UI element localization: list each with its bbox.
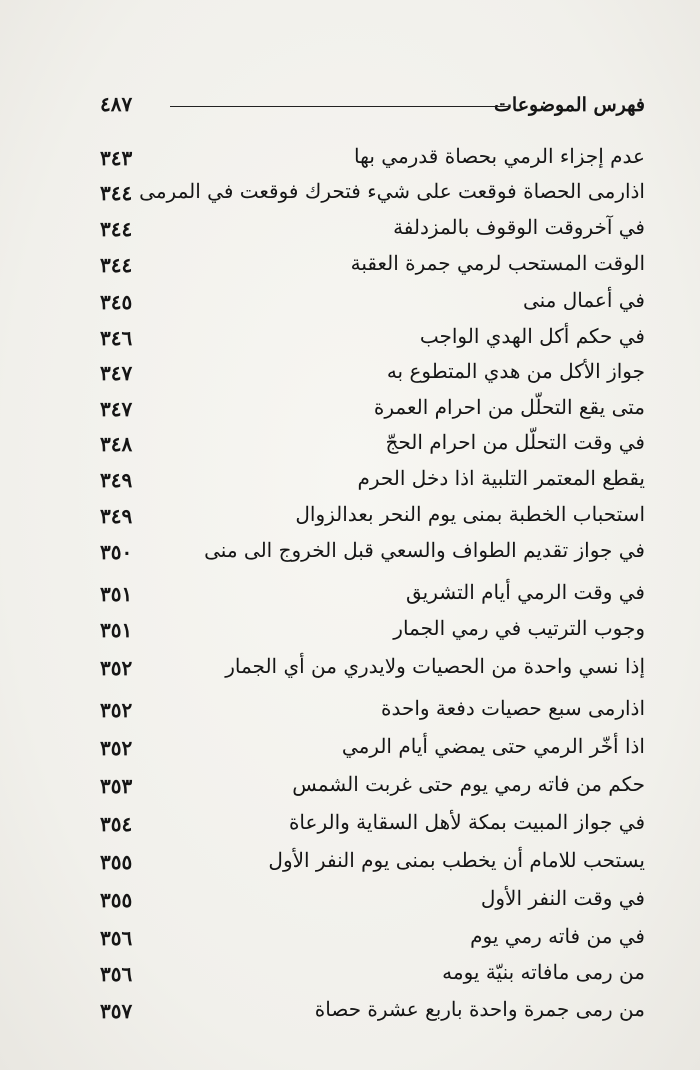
entry-page-number: ٣٥٦ <box>100 962 133 986</box>
entry-title: من رمى جمرة واحدة باربع عشرة حصاة <box>314 997 645 1021</box>
entry-title: حكم من فاته رمي يوم حتى غربت الشمس <box>292 772 645 796</box>
entry-page-number: ٣٤٧ <box>100 397 133 421</box>
index-entry <box>100 393 645 425</box>
entry-title: اذارمى الحصاة فوقعت على شيء فتحرك فوقعت في المرمى <box>139 179 645 203</box>
index-entry <box>100 428 645 460</box>
entry-title: يستحب للامام أن يخطب بمنى يوم النفر الأول <box>268 848 645 872</box>
entry-page-number: ٣٤٤ <box>100 253 133 277</box>
entry-title: في وقت النفر الأول <box>480 886 645 910</box>
entry-page-number: ٣٥٧ <box>100 999 133 1023</box>
index-entry <box>100 884 645 916</box>
entry-title: في آخروقت الوقوف بالمزدلفة <box>393 215 645 239</box>
index-entry <box>100 614 645 646</box>
index-entry <box>100 846 645 878</box>
entry-title: في جواز تقديم الطواف والسعي قبل الخروج الى منى <box>204 538 645 562</box>
index-entry <box>100 249 645 281</box>
entry-page-number: ٣٥١ <box>100 582 133 606</box>
index-entry <box>100 958 645 990</box>
entry-page-number: ٣٥٥ <box>100 850 133 874</box>
entry-page-number: ٣٤٣ <box>100 146 133 170</box>
index-entry <box>100 500 645 532</box>
entry-title: الوقت المستحب لرمي جمرة العقبة <box>350 251 645 275</box>
entry-page-number: ٣٤٨ <box>100 432 133 456</box>
entry-page-number: ٣٤٩ <box>100 468 133 492</box>
header-title: فهرس الموضوعات <box>494 94 645 116</box>
entry-title: في أعمال منى <box>522 288 645 312</box>
index-entry <box>100 357 645 389</box>
index-entry <box>100 177 645 209</box>
entry-title: من رمى مافاته بنيّة يومه <box>442 960 645 984</box>
index-entry <box>100 808 645 840</box>
entry-page-number: ٣٤٩ <box>100 504 133 528</box>
index-entry <box>100 770 645 802</box>
entry-page-number: ٣٤٧ <box>100 361 133 385</box>
entry-title: في وقت الرمي أيام التشريق <box>406 580 645 604</box>
entry-title: اذا أخّر الرمي حتى يمضي أيام الرمي <box>341 734 645 758</box>
entry-page-number: ٣٤٤ <box>100 217 133 241</box>
index-entry <box>100 694 645 726</box>
entry-title: يقطع المعتمر التلبية اذا دخل الحرم <box>357 466 645 490</box>
index-entry <box>100 213 645 245</box>
entry-page-number: ٣٥٥ <box>100 888 133 912</box>
index-entry <box>100 464 645 496</box>
entry-page-number: ٣٥١ <box>100 618 133 642</box>
entry-title: في حكم أكل الهدي الواجب <box>419 324 645 348</box>
entry-page-number: ٣٤٥ <box>100 290 133 314</box>
index-entry <box>100 578 645 610</box>
entry-page-number: ٣٥٦ <box>100 926 133 950</box>
entry-title: عدم إجزاء الرمي بحصاة قدرمي بها <box>354 144 645 168</box>
index-entry <box>100 922 645 954</box>
entry-page-number: ٣٥٢ <box>100 656 133 680</box>
index-entry <box>100 995 645 1027</box>
entry-page-number: ٣٥٣ <box>100 774 133 798</box>
index-entry <box>100 322 645 354</box>
entry-title: وجوب الترتيب في رمي الجمار <box>393 616 645 640</box>
entry-title: متى يقع التحلّل من احرام العمرة <box>373 395 645 419</box>
entry-title: في وقت التحلّل من احرام الحجّ <box>385 430 645 454</box>
entry-page-number: ٣٥٤ <box>100 812 133 836</box>
entry-title: جواز الأكل من هدي المتطوع به <box>386 359 645 383</box>
index-entry <box>100 732 645 764</box>
entry-title: اذارمى سبع حصيات دفعة واحدة <box>381 696 645 720</box>
index-entry <box>100 286 645 318</box>
index-entry <box>100 142 645 174</box>
index-entry <box>100 652 645 684</box>
entry-title: في من فاته رمي يوم <box>470 924 645 948</box>
entry-title: استحباب الخطبة بمنى يوم النحر بعدالزوال <box>295 502 645 526</box>
entry-page-number: ٣٥٠ <box>100 540 133 564</box>
index-entry <box>100 536 645 568</box>
entry-page-number: ٣٤٦ <box>100 326 133 350</box>
entry-title: في جواز المبيت بمكة لأهل السقاية والرعاة <box>288 810 645 834</box>
entry-title: إذا نسي واحدة من الحصيات ولايدري من أي الجمار <box>225 654 645 678</box>
header-page-number: ٤٨٧ <box>100 92 133 116</box>
entry-page-number: ٣٥٢ <box>100 698 133 722</box>
entry-page-number: ٣٥٢ <box>100 736 133 760</box>
entry-page-number: ٣٤٤ <box>100 181 133 205</box>
